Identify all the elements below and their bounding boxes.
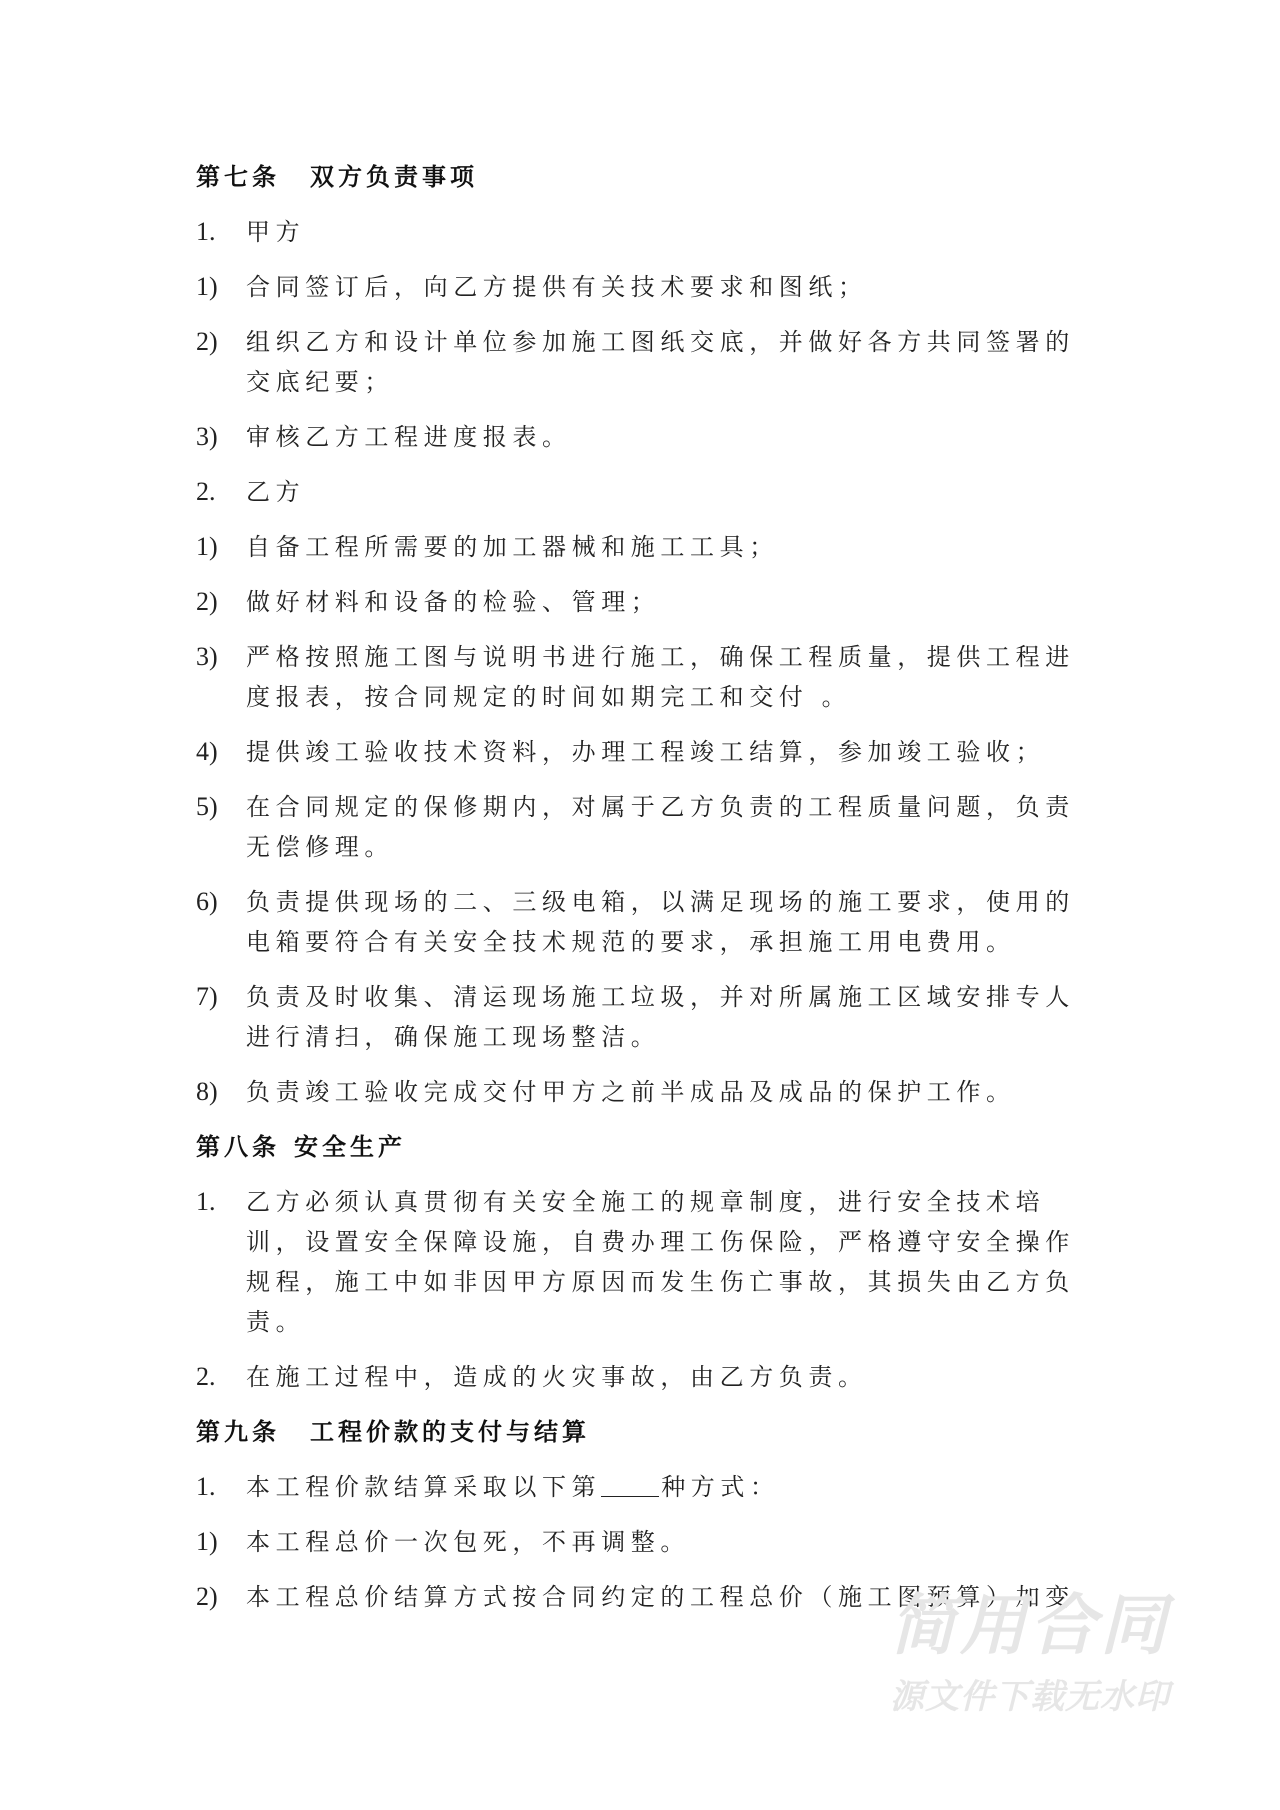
fill-in-blank[interactable] bbox=[601, 1472, 659, 1497]
item-number: 5) bbox=[196, 792, 218, 821]
list-item bbox=[196, 977, 1096, 1057]
list-item bbox=[196, 322, 1096, 402]
item-number: 7) bbox=[196, 982, 218, 1011]
item-text: 负责竣工验收完成交付甲方之前半成品及成品的保护工作。 bbox=[246, 1078, 1016, 1106]
item-text: 合同签订后，向乙方提供有关技术要求和图纸； bbox=[246, 273, 868, 301]
item-number: 2) bbox=[196, 587, 218, 616]
item-text: 审核乙方工程进度报表。 bbox=[246, 423, 572, 451]
text-before-blank: 本工程价款结算采取以下第 bbox=[246, 1473, 602, 1501]
item-number: 1. bbox=[196, 1187, 216, 1216]
section-title: 工程价款的支付与结算 bbox=[310, 1418, 590, 1446]
item-text-with-blank bbox=[246, 1467, 1096, 1507]
list-item bbox=[196, 267, 1096, 307]
item-number: 6) bbox=[196, 887, 218, 916]
item-number: 1) bbox=[196, 1527, 218, 1556]
item-text: 规程，施工中如非因甲方原因而发生伤亡事故，其损失由乙方负 bbox=[246, 1268, 1075, 1296]
item-text: 责。 bbox=[246, 1308, 306, 1336]
section-number: 第九条 bbox=[196, 1418, 280, 1446]
list-item bbox=[196, 1357, 1096, 1397]
section-number: 第七条 bbox=[196, 163, 280, 191]
item-number: 3) bbox=[196, 642, 218, 671]
list-item bbox=[196, 1182, 1096, 1342]
item-text: 本工程总价一次包死，不再调整。 bbox=[246, 1528, 690, 1556]
text-after-blank: 种方式： bbox=[661, 1473, 780, 1501]
item-number: 4) bbox=[196, 737, 218, 766]
item-text: 本工程总价结算方式按合同约定的工程总价（施工图预算）加变 bbox=[246, 1583, 1075, 1611]
item-text: 提供竣工验收技术资料，办理工程竣工结算，参加竣工验收； bbox=[246, 738, 1046, 766]
item-number: 3) bbox=[196, 422, 218, 451]
item-text: 在合同规定的保修期内，对属于乙方负责的工程质量问题，负责 bbox=[246, 793, 1075, 821]
item-text: 严格按照施工图与说明书进行施工，确保工程质量，提供工程进 bbox=[246, 643, 1075, 671]
item-text: 甲方 bbox=[246, 218, 306, 246]
section-title: 安全生产 bbox=[294, 1133, 406, 1161]
list-item bbox=[196, 637, 1096, 717]
list-item bbox=[196, 212, 1096, 252]
document-page bbox=[196, 157, 1096, 1632]
section-heading-9 bbox=[196, 1412, 1096, 1452]
item-number: 2. bbox=[196, 1362, 216, 1391]
list-item bbox=[196, 472, 1096, 512]
item-text: 做好材料和设备的检验、管理； bbox=[246, 588, 661, 616]
item-text: 乙方 bbox=[246, 478, 306, 506]
item-number: 2) bbox=[196, 327, 218, 356]
list-item bbox=[196, 527, 1096, 567]
watermark-tagline: 源文件下载无水印 bbox=[890, 1677, 1170, 1717]
item-text: 在施工过程中，造成的火灾事故，由乙方负责。 bbox=[246, 1363, 868, 1391]
item-text: 进行清扫，确保施工现场整洁。 bbox=[246, 1023, 661, 1051]
section-heading-7 bbox=[196, 157, 1096, 197]
item-text: 组织乙方和设计单位参加施工图纸交底，并做好各方共同签署的 bbox=[246, 328, 1075, 356]
item-text: 无偿修理。 bbox=[246, 833, 394, 861]
list-item bbox=[196, 1577, 1096, 1617]
item-number: 2) bbox=[196, 1582, 218, 1611]
item-number: 8) bbox=[196, 1077, 218, 1106]
item-text: 交底纪要； bbox=[246, 368, 394, 396]
item-text: 自备工程所需要的加工器械和施工工具； bbox=[246, 533, 779, 561]
list-item bbox=[196, 1072, 1096, 1112]
item-text: 训，设置安全保障设施，自费办理工伤保险，严格遵守安全操作 bbox=[246, 1228, 1075, 1256]
item-text: 度报表，按合同规定的时间如期完工和交付 。 bbox=[246, 683, 852, 711]
list-item bbox=[196, 882, 1096, 962]
list-item bbox=[196, 787, 1096, 867]
section-title: 双方负责事项 bbox=[310, 163, 478, 191]
item-text: 电箱要符合有关安全技术规范的要求，承担施工用电费用。 bbox=[246, 928, 1016, 956]
list-item bbox=[196, 732, 1096, 772]
list-item bbox=[196, 417, 1096, 457]
item-text: 负责提供现场的二、三级电箱，以满足现场的施工要求，使用的 bbox=[246, 888, 1075, 916]
item-number: 1) bbox=[196, 272, 218, 301]
item-number: 1) bbox=[196, 532, 218, 561]
section-number: 第八条 bbox=[196, 1133, 280, 1161]
item-number: 2. bbox=[196, 477, 216, 506]
item-text: 负责及时收集、清运现场施工垃圾，并对所属施工区域安排专人 bbox=[246, 983, 1075, 1011]
list-item bbox=[196, 1522, 1096, 1562]
item-number: 1. bbox=[196, 1472, 216, 1501]
item-number: 1. bbox=[196, 217, 216, 246]
list-item bbox=[196, 582, 1096, 622]
list-item bbox=[196, 1467, 1096, 1507]
watermark-logo: 简用合同 bbox=[890, 1587, 1170, 1664]
item-text: 乙方必须认真贯彻有关安全施工的规章制度，进行安全技术培 bbox=[246, 1188, 1046, 1216]
section-heading-8 bbox=[196, 1127, 1096, 1167]
